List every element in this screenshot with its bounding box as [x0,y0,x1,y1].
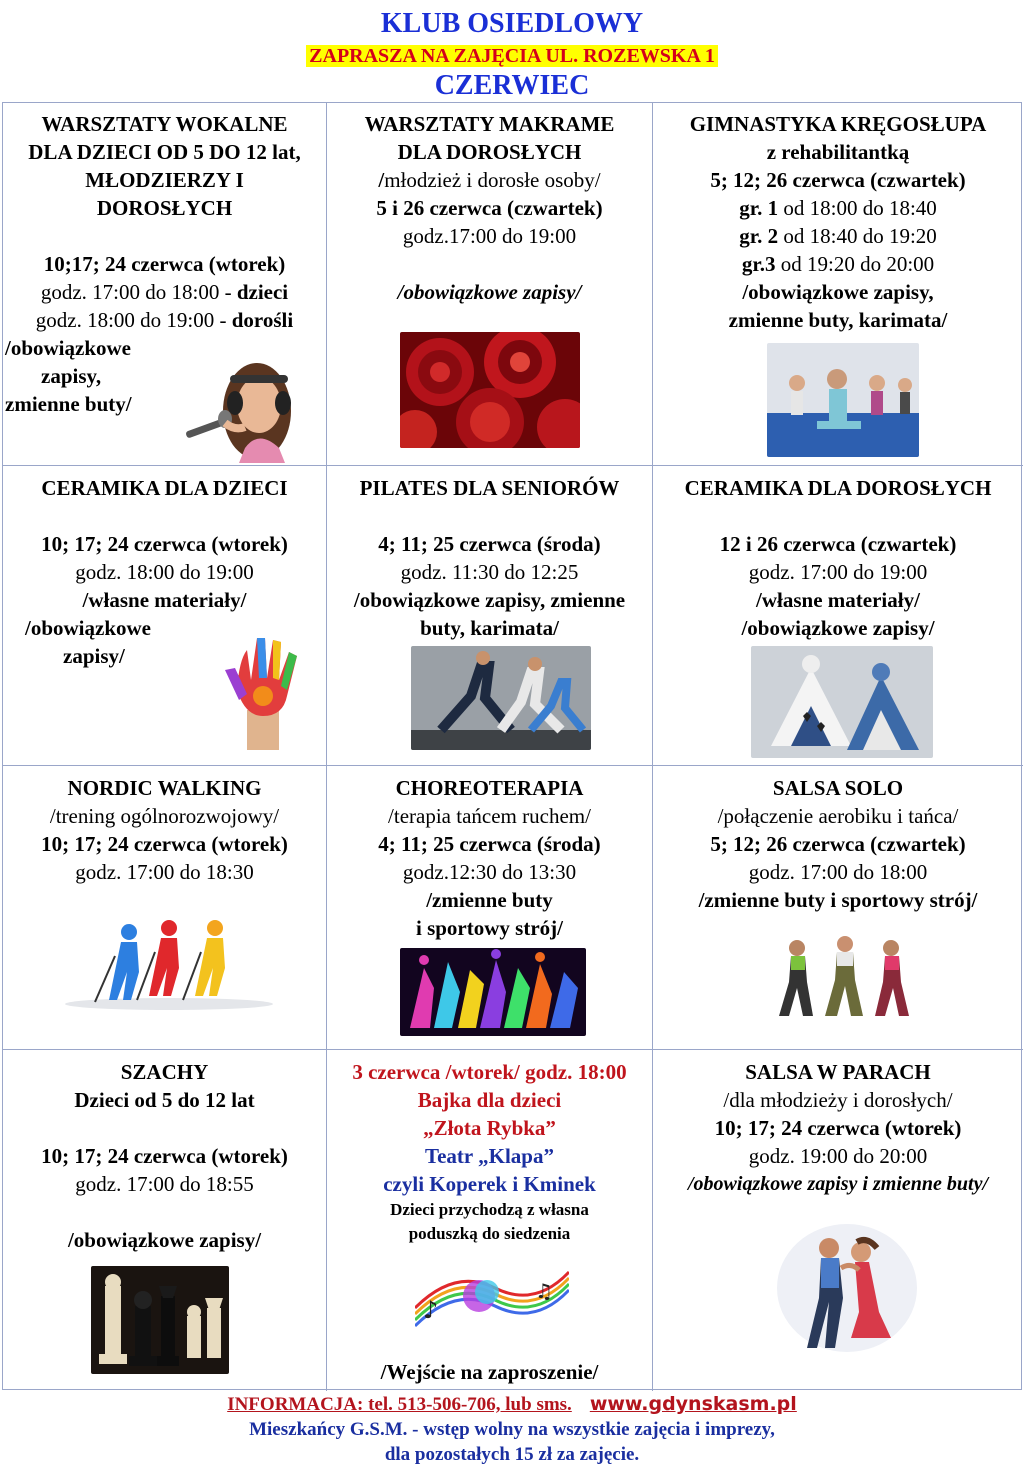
ceramics-kids-note-2: /obowiązkowe [25,616,151,640]
footer-residents-note: Mieszkańcy G.S.M. - wstęp wolny na wszystkie zajęcia i imprezy, [249,1419,775,1440]
salsa-pairs-time: godz. 19:00 do 20:00 [748,1144,928,1168]
theatre-company: Teatr „Klapa” [425,1144,554,1168]
cell-macrame-workshop [327,103,653,466]
macrame-sub: /młodzież i dorosłe osoby/ [378,168,601,192]
ceramics-adults-time: godz. 17:00 do 19:00 [748,560,928,584]
poster-footer [0,1392,1024,1467]
dancing-silhouettes-image [400,948,586,1036]
nordic-time: godz. 17:00 do 18:30 [75,860,254,884]
gym-group-3: gr.3 od 19:20 do 20:00 [741,252,935,276]
ceramics-adults-dates: 12 i 26 czerwca (czwartek) [719,532,957,556]
choreo-sub: /terapia tańcem ruchem/ [388,804,591,828]
pilates-image [411,646,591,750]
club-title: KLUB OSIEDLOWY [380,8,644,39]
vocal-title-1: WARSZTATY WOKALNE [41,112,288,136]
vocal-title-2: DLA DZIECI OD 5 DO 12 lat, [28,140,301,164]
dancing-couple-image [767,1218,921,1358]
chess-sub: Dzieci od 5 do 12 lat [74,1088,255,1112]
ceramics-kids-title: CERAMIKA DLA DZIECI [41,476,288,500]
ceramics-kids-note-1: /własne materiały/ [82,588,247,612]
theatre-show-title: „Złota Rybka” [423,1116,556,1140]
vocal-title-4: DOROSŁYCH [96,196,233,220]
cell-nordic-walking [3,766,327,1050]
macrame-note: /obowiązkowe zapisy/ [397,280,582,304]
salsa-solo-sub: /połączenie aerobiku i tańca/ [717,804,959,828]
theatre-company-alias: czyli Koperek i Kminek [383,1172,596,1196]
invite-subtitle-text: ZAPRASZA NA ZAJĘCIA UL. ROZEWSKA 1 [306,45,718,67]
ceramics-kids-time: godz. 18:00 do 19:00 [75,560,254,584]
pilates-title: PILATES DLA SENIORÓW [359,476,620,500]
chess-note: /obowiązkowe zapisy/ [67,1228,262,1252]
footer-website-link[interactable]: www.gdynskasm.pl [589,1393,797,1415]
singer-microphone-image [175,353,315,463]
poster-header [0,0,1024,102]
gym-dates: 5; 12; 26 czerwca (czwartek) [710,168,966,192]
gym-note-1: /obowiązkowe zapisy, [742,280,934,304]
vocal-time-adults: godz. 18:00 do 19:00 - dorośli [35,308,294,332]
cell-ceramics-adults [653,466,1023,766]
gym-group-1: gr. 1 od 18:00 do 18:40 [739,196,937,220]
ceramics-kids-dates: 10; 17; 24 czerwca (wtorek) [41,532,288,556]
cell-chess [3,1050,327,1391]
svg-text:♪: ♪ [423,1296,439,1324]
salsa-pairs-sub: /dla młodzieży i dorosłych/ [723,1088,953,1112]
salsa-pairs-dates: 10; 17; 24 czerwca (wtorek) [714,1116,962,1140]
salsa-pairs-title: SALSA W PARACH [745,1060,931,1084]
chess-dates: 10; 17; 24 czerwca (wtorek) [41,1144,288,1168]
zumba-dancers-image [765,926,925,1022]
vocal-title-3: MŁODZIERZY I [85,168,244,192]
cell-salsa-pairs [653,1050,1023,1391]
ceramics-adults-title: CERAMIKA DLA DOROSŁYCH [684,476,992,500]
choreo-note-2: i sportowy strój/ [416,916,563,940]
theatre-date: 3 czerwca /wtorek/ godz. 18:00 [352,1060,627,1084]
invite-subtitle [0,44,1024,68]
ceramics-adults-note-1: /własne materiały/ [756,588,920,612]
red-roses-image [400,332,580,448]
footer-info: INFORMACJA: tel. 513-506-706, lub sms. [227,1394,572,1415]
cell-choreotherapy [327,766,653,1050]
footer-contact [0,1392,1024,1417]
pilates-dates: 4; 11; 25 czerwca (środa) [378,532,601,556]
vocal-note-2: zapisy, [41,364,102,388]
painted-hand-image [217,630,309,750]
ceramics-kids-note-3: zapisy/ [63,644,125,668]
cell-pilates-seniors [327,466,653,766]
cell-vocal-workshop [3,103,327,466]
nordic-walkers-image [59,916,273,1012]
choreo-time: godz.12:30 do 13:30 [402,860,577,884]
vocal-note-3: zmienne buty/ [5,392,132,416]
ceramics-adults-note-2: /obowiązkowe zapisy/ [741,616,935,640]
svg-text:♫: ♫ [535,1279,553,1303]
nordic-sub: /trening ogólnorozwojowy/ [49,804,280,828]
salsa-solo-title: SALSA SOLO [772,776,904,800]
salsa-solo-dates: 5; 12; 26 czerwca (czwartek) [710,832,966,856]
choreo-title: CHOREOTERAPIA [395,776,584,800]
macrame-title-2: DLA DOROSŁYCH [397,140,582,164]
vocal-time-kids: godz. 17:00 do 18:00 - dzieci [40,280,289,304]
gymnastics-class-image [767,343,919,457]
gym-title-2: z rehabilitantką [766,140,910,164]
pilates-time: godz. 11:30 do 12:25 [400,560,579,584]
gym-title-1: GIMNASTYKA KRĘGOSŁUPA [689,112,987,136]
salsa-solo-time: godz. 17:00 do 18:00 [748,860,928,884]
theatre-note-2: poduszką do siedzenia [408,1224,571,1243]
footer-others-price: dla pozostałych 15 zł za zajęcie. [384,1444,640,1465]
pilates-note-1: /obowiązkowe zapisy, zmienne [353,588,626,612]
macrame-dates: 5 i 26 czerwca (czwartek) [376,196,603,220]
chess-pieces-image [91,1266,229,1374]
choreo-note-1: /zmienne buty [426,888,553,912]
theatre-show-type: Bajka dla dzieci [417,1088,562,1112]
music-notes-image [415,1258,569,1328]
theatre-note-1: Dzieci przychodzą z własna [390,1200,589,1219]
cell-spine-gymnastics [653,103,1023,466]
macrame-time: godz.17:00 do 19:00 [402,224,577,248]
nordic-title: NORDIC WALKING [67,776,262,800]
schedule-table [2,102,1022,1390]
cell-children-theatre [327,1050,653,1391]
chess-time: godz. 17:00 do 18:55 [75,1172,254,1196]
choreo-dates: 4; 11; 25 czerwca (środa) [378,832,601,856]
pilates-note-2: buty, karimata/ [420,616,559,640]
cell-salsa-solo [653,766,1023,1050]
theatre-invitation-note: /Wejście na zaproszenie/ [380,1360,599,1384]
nordic-dates: 10; 17; 24 czerwca (wtorek) [41,832,288,856]
macrame-title-1: WARSZTATY MAKRAME [364,112,615,136]
vocal-dates: 10;17; 24 czerwca (wtorek) [43,252,286,276]
salsa-pairs-note: /obowiązkowe zapisy i zmienne buty/ [687,1173,989,1195]
gym-note-2: zmienne buty, karimata/ [728,308,948,332]
cell-ceramics-kids [3,466,327,766]
vocal-note-1: /obowiązkowe [5,336,131,360]
month-title: CZERWIEC [434,70,590,101]
gym-group-2: gr. 2 od 18:40 do 19:20 [739,224,937,248]
ceramic-figures-image [751,646,933,758]
chess-title: SZACHY [120,1060,209,1084]
salsa-solo-note: /zmienne buty i sportowy strój/ [698,888,978,912]
